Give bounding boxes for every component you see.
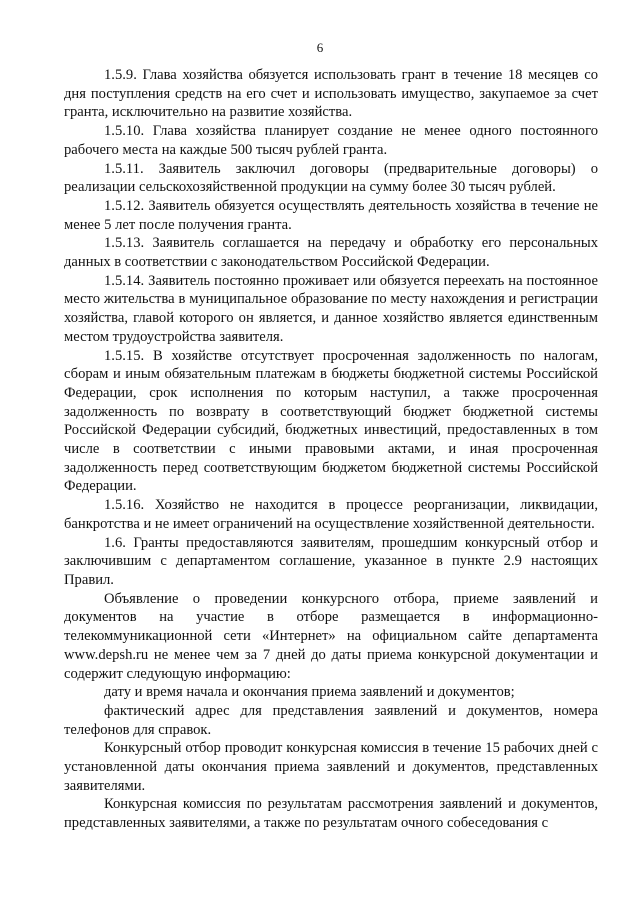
paragraph-dates: дату и время начала и окончания приема заявлений и документов; xyxy=(104,684,515,701)
page-number: 6 xyxy=(316,40,324,55)
paragraph-address: фактический адрес для представления заявлений и документов, номера телефонов для справок. xyxy=(64,702,598,738)
paragraph-1-6: 1.6. Гранты предоставляются заявителям, прошедшим конкурсный отбор и заключившим с департаментом соглашение, указанное в пункте 2.9 настоящих Правил. xyxy=(64,534,598,588)
paragraph-selection: Конкурсный отбор проводит конкурсная комиссия в течение 15 рабочих дней с установленной даты окончания приема заявлений и документов, представленных заявителями. xyxy=(64,740,598,794)
paragraph-1-5-12: 1.5.12. Заявитель обязуется осуществлять деятельность хозяйства в течение не менее 5 лет после получения гранта. xyxy=(64,197,598,233)
paragraph-1-5-13: 1.5.13. Заявитель соглашается на передачу и обработку его персональных данных в соответствии с законодательством Российской Федерации. xyxy=(64,235,598,271)
paragraph-1-5-16: 1.5.16. Хозяйство не находится в процессе реорганизации, ликвидации, банкротства и не имеет ограничений на осуществление хозяйственной деятельности. xyxy=(64,497,598,532)
paragraph-1-5-14: 1.5.14. Заявитель постоянно проживает или обязуется переехать на постоянное место жительства в муниципальное образование по месту нахождения и регистрации хозяйства, главой которого он является, и данное хозяйство является единственным местом трудоустройства заявителя. xyxy=(64,272,598,345)
paragraph-1-5-10: 1.5.10. Глава хозяйства планирует создание не менее одного постоянного рабочего места на каждые 500 тысяч рублей гранта. xyxy=(64,123,598,158)
paragraph-1-5-15: 1.5.15. В хозяйстве отсутствует просроченная задолженность по налогам, сборам и иным обязательным платежам в бюджеты бюджетной системы Российской Федерации, срок исполнения по которым наступил, а также просроченная задолженность по возврату в соответствующий бюджет бюджетной системы Российской Федерации субсидий, бюджетных инвестиций, предоставленных в том числе в соответствии с иными правовыми актами, и иная просроченная задолженность перед соответствующим бюджетом бюджетной системы Российской Федерации. xyxy=(64,347,598,495)
document-body xyxy=(64,66,598,833)
paragraph-1-5-11: 1.5.11. Заявитель заключил договоры (предварительные договоры) о реализации сельскохозяйственной продукции на сумму более 30 тысяч рублей. xyxy=(64,160,598,196)
paragraph-announcement: Объявление о проведении конкурсного отбора, приеме заявлений и документов на участие в отборе размещается в информационно-телекоммуникационной сети «Интернет» на официальном сайте департамента www.depsh.ru не менее чем за 7 дней до даты приема конкурсной документации и содержит следующую информацию: xyxy=(64,590,598,682)
paragraph-1-5-9: 1.5.9. Глава хозяйства обязуется использовать грант в течение 18 месяцев со дня поступления средств на его счет и использовать имущество, закупаемое за счет гранта, исключительно на развитие хозяйства. xyxy=(64,67,598,121)
paragraph-commission: Конкурсная комиссия по результатам рассмотрения заявлений и документов, представленных заявителями, а также по результатам очного собеседования с xyxy=(64,796,598,832)
